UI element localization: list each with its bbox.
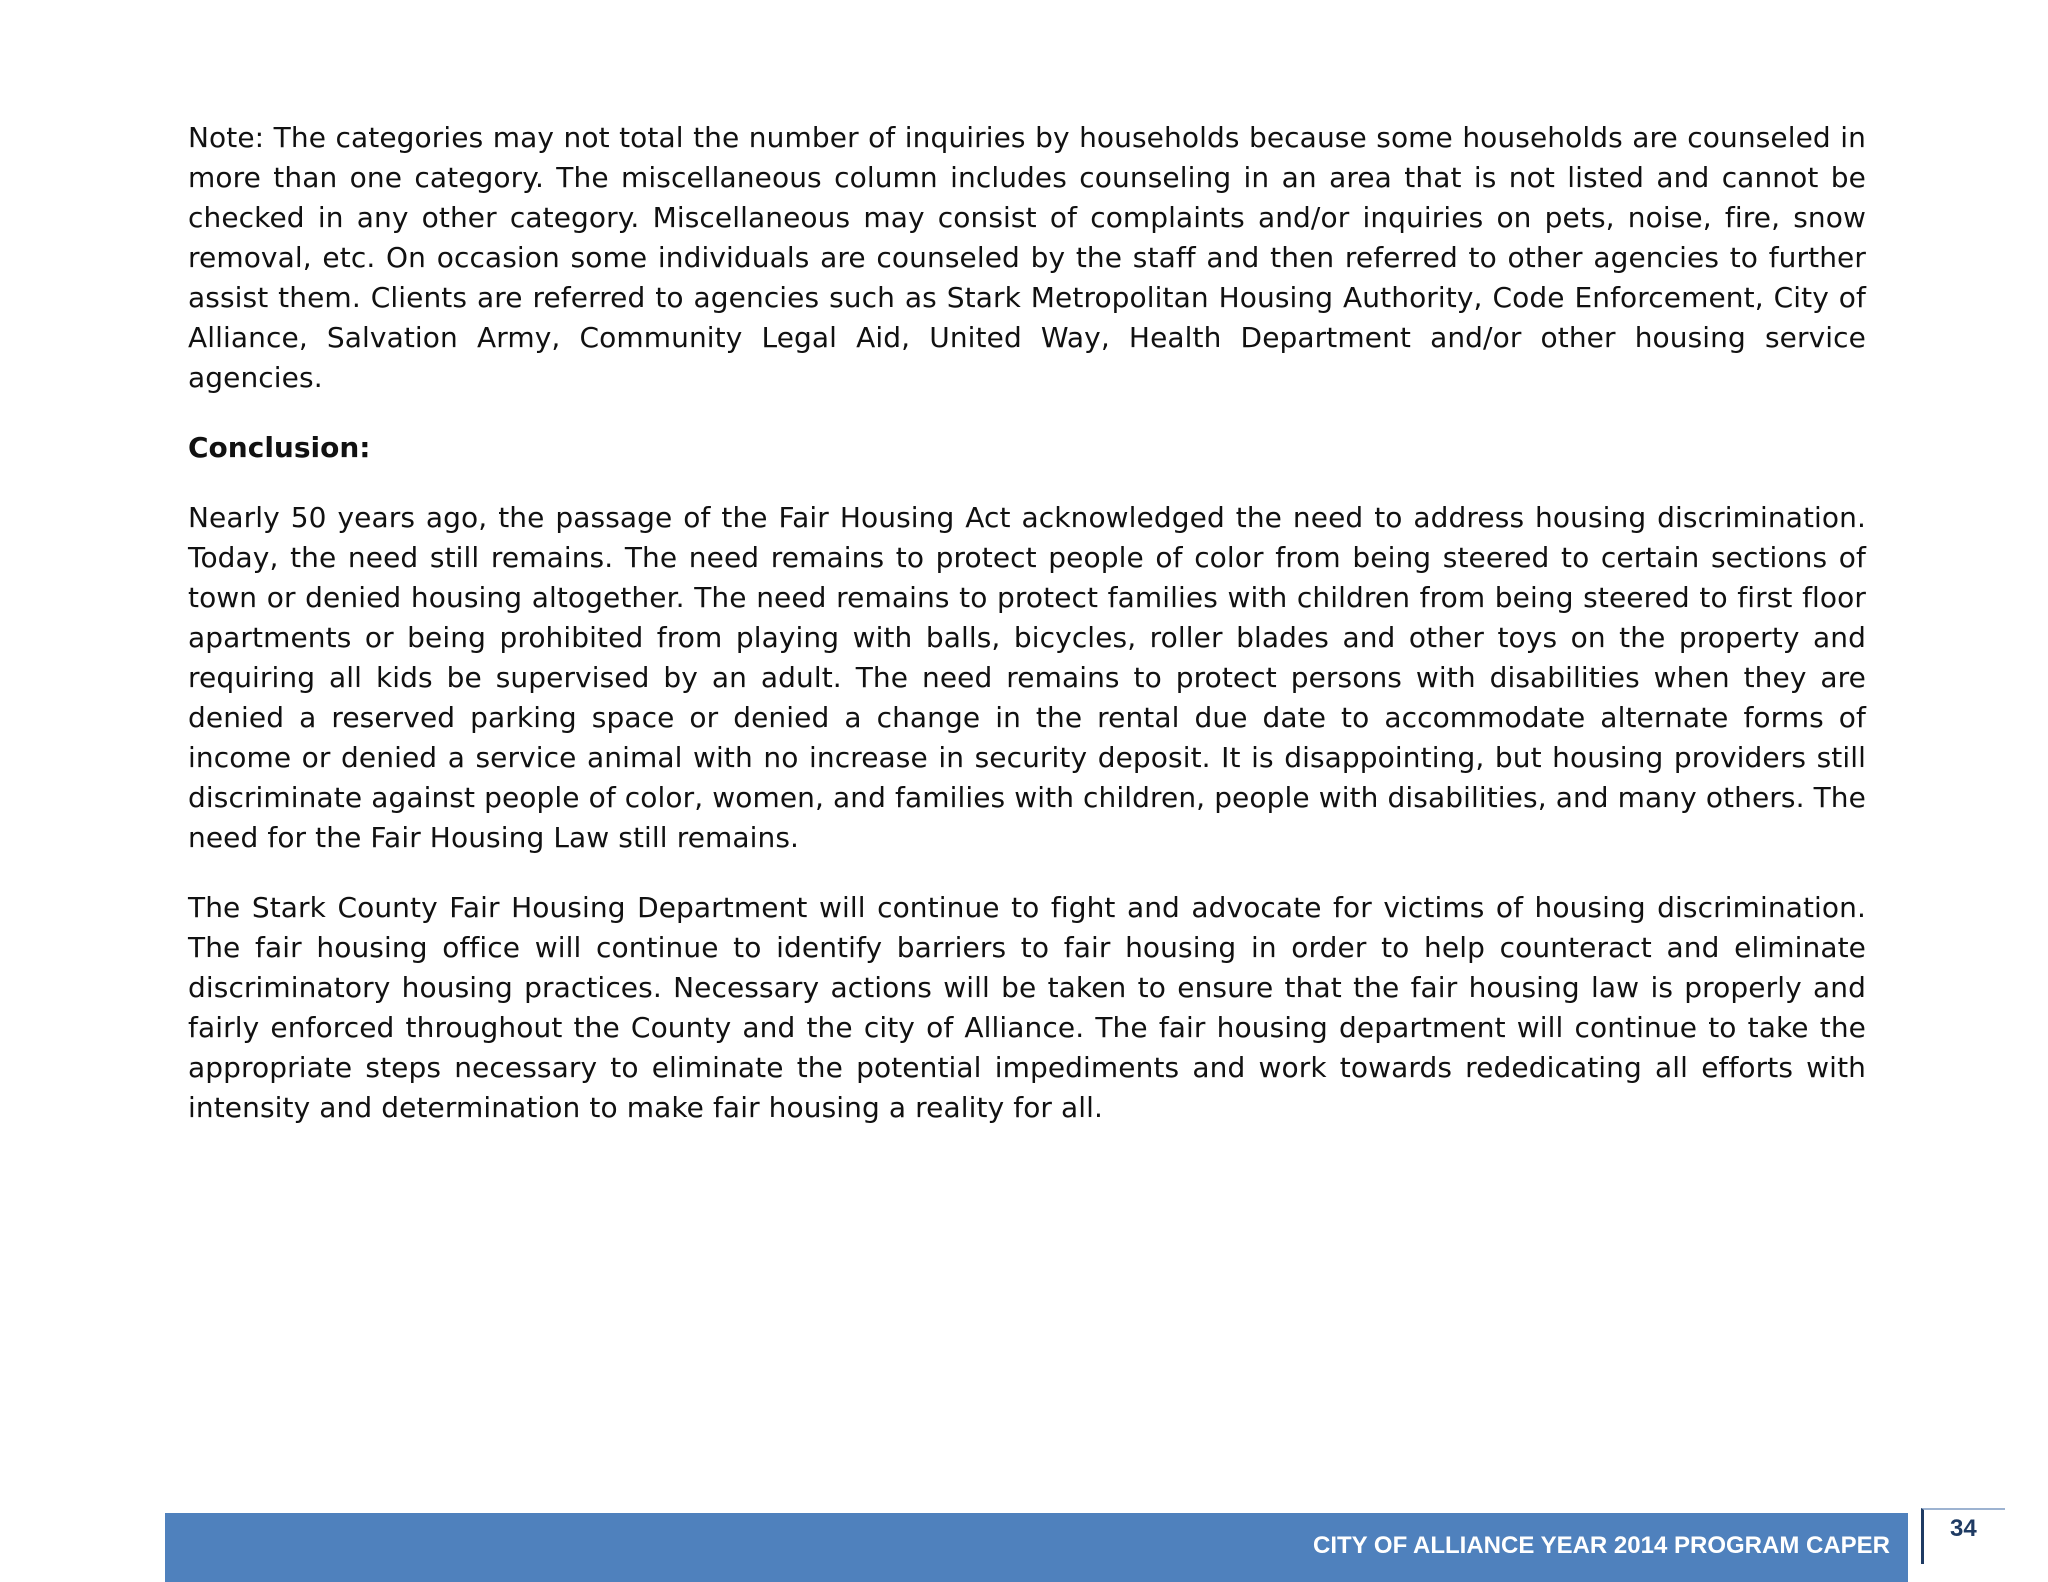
note-paragraph: Note: The categories may not total the number of inquiries by households because some households are counseled in more than one category. The miscellaneous column includes counseling in an area that is not listed and cannot be checked in any other category. Miscellaneous may consist of complaints and/or inquiries on pets, noise, fire, snow removal, etc. On occasion some individuals are counseled by the staff and then referred to other agencies to further assist them. Clients are referred to agencies such as Stark Metropolitan Housing Authority, Code Enforcement, City of Alliance, Salvation Army, Community Legal Aid, United Way, Health Department and/or other housing service agencies. (188, 121, 1866, 394)
page-content (188, 118, 1866, 1158)
conclusion-heading: Conclusion: (188, 431, 371, 464)
footer-bar (165, 1513, 1908, 1582)
footer-title: CITY OF ALLIANCE YEAR 2014 PROGRAM CAPER (1313, 1532, 1890, 1559)
conclusion-paragraph-2: The Stark County Fair Housing Department will continue to fight and advocate for victims of housing discrimination. The fair housing office will continue to identify barriers to fair housing in order to help counteract and eliminate discriminatory housing practices. Necessary actions will be taken to ensure that the fair housing law is properly and fairly enforced throughout the County and the city of Alliance. The fair housing department will continue to take the appropriate steps necessary to eliminate the potential impediments and work towards rededicating all efforts with intensity and determination to make fair housing a reality for all. (188, 891, 1866, 1124)
page-number-box (1921, 1508, 2005, 1564)
page-number: 34 (1950, 1515, 1977, 1542)
conclusion-paragraph-1: Nearly 50 years ago, the passage of the Fair Housing Act acknowledged the need to address housing discrimination. Today, the need still remains. The need remains to protect people of color from being steered to certain sections of town or denied housing altogether. The need remains to protect families with children from being steered to first floor apartments or being prohibited from playing with balls, bicycles, roller blades and other toys on the property and requiring all kids be supervised by an adult. The need remains to protect persons with disabilities when they are denied a reserved parking space or denied a change in the rental due date to accommodate alternate forms of income or denied a service animal with no increase in security deposit. It is disappointing, but housing providers still discriminate against people of color, women, and families with children, people with disabilities, and many others. The need for the Fair Housing Law still remains. (188, 501, 1866, 854)
